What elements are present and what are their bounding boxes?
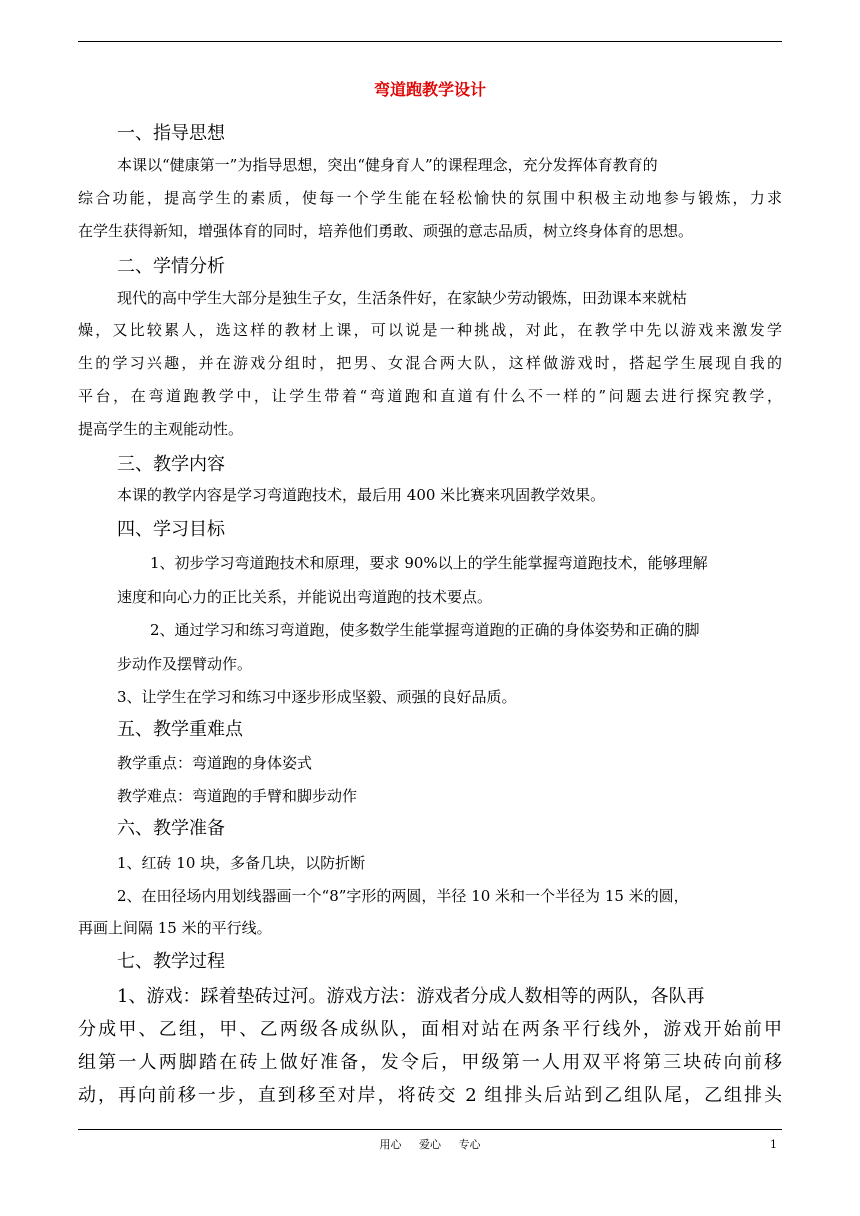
paragraph-line: 2、在田径场内用划线器画一个“8”字形的两圆，半径 10 米和一个半径为 15 米的圆， — [117, 887, 689, 905]
paragraph-line: 1、红砖 10 块，多备几块，以防折断 — [117, 854, 366, 872]
paragraph-line: 1、初步学习弯道跑技术和原理，要求 90%以上的学生能掌握弯道跑技术，能够理解 — [150, 554, 708, 572]
footer-rule — [78, 1129, 782, 1130]
paragraph-line: 平台，在弯道跑教学中，让学生带着“弯道跑和直道有什么不一样的”问题去进行探究教学， — [78, 387, 782, 405]
document-title: 弯道跑教学设计 — [373, 80, 486, 99]
paragraph-line: 教学难点：弯道跑的手臂和脚步动作 — [117, 787, 358, 805]
paragraph-line: 生的学习兴趣，并在游戏分组时，把男、女混合两大队，这样做游戏时，搭起学生展现自我的 — [78, 354, 782, 372]
paragraph-line: 1、游戏：踩着垫砖过河。游戏方法：游戏者分成人数相等的两队，各队再 — [117, 986, 705, 1007]
paragraph-line: 本课的教学内容是学习弯道跑技术，最后用 400 米比赛来巩固教学效果。 — [117, 486, 606, 504]
paragraph-line: 在学生获得新知，增强体育的同时，培养他们勇敢、顽强的意志品质，树立终身体育的思想。 — [78, 222, 694, 240]
section-heading: 四、学习目标 — [117, 519, 225, 540]
paragraph-line: 教学重点：弯道跑的身体姿式 — [117, 754, 313, 772]
page-number: 1 — [770, 1138, 777, 1151]
paragraph-line: 2、通过学习和练习弯道跑，使多数学生能掌握弯道跑的正确的身体姿势和正确的脚 — [150, 621, 700, 639]
section-heading: 二、学情分析 — [117, 256, 225, 277]
section-heading: 三、教学内容 — [117, 454, 225, 475]
paragraph-line: 提高学生的主观能动性。 — [78, 420, 244, 438]
footer-motto: 用心 爱心 专心 — [379, 1138, 481, 1151]
paragraph-line: 本课以“健康第一”为指导思想，突出“健身育人”的课程理念，充分发挥体育教育的 — [117, 156, 658, 174]
paragraph-line: 组第一人两脚踏在砖上做好准备，发令后，甲级第一人用双平将第三块砖向前移 — [78, 1052, 782, 1073]
paragraph-line: 燥，又比较累人，选这样的教材上课，可以说是一种挑战，对此，在教学中先以游戏来激发学 — [78, 321, 782, 339]
section-heading: 五、教学重难点 — [117, 719, 243, 740]
section-heading: 一、指导思想 — [117, 123, 225, 144]
paragraph-line: 步动作及摆臂动作。 — [117, 655, 253, 673]
paragraph-line: 现代的高中学生大部分是独生子女，生活条件好，在家缺少劳动锻炼，田劲课本来就枯 — [117, 289, 688, 307]
paragraph-line: 速度和向心力的正比关系，并能说出弯道跑的技术要点。 — [117, 588, 493, 606]
paragraph-line: 再画上间隔 15 米的平行线。 — [78, 919, 272, 937]
header-rule — [78, 41, 782, 42]
section-heading: 六、教学准备 — [117, 818, 225, 839]
section-heading: 七、教学过程 — [117, 951, 225, 972]
paragraph-line: 3、让学生在学习和练习中逐步形成坚毅、顽强的良好品质。 — [117, 688, 517, 706]
paragraph-line: 分成甲、乙组，甲、乙两级各成纵队，面相对站在两条平行线外，游戏开始前甲 — [78, 1019, 782, 1040]
paragraph-line: 综合功能，提高学生的素质，使每一个学生能在轻松愉快的氛围中积极主动地参与锻炼，力求 — [78, 189, 782, 207]
paragraph-line: 动，再向前移一步，直到移至对岸，将砖交 2 组排头后站到乙组队尾，乙组排头 — [78, 1085, 782, 1106]
